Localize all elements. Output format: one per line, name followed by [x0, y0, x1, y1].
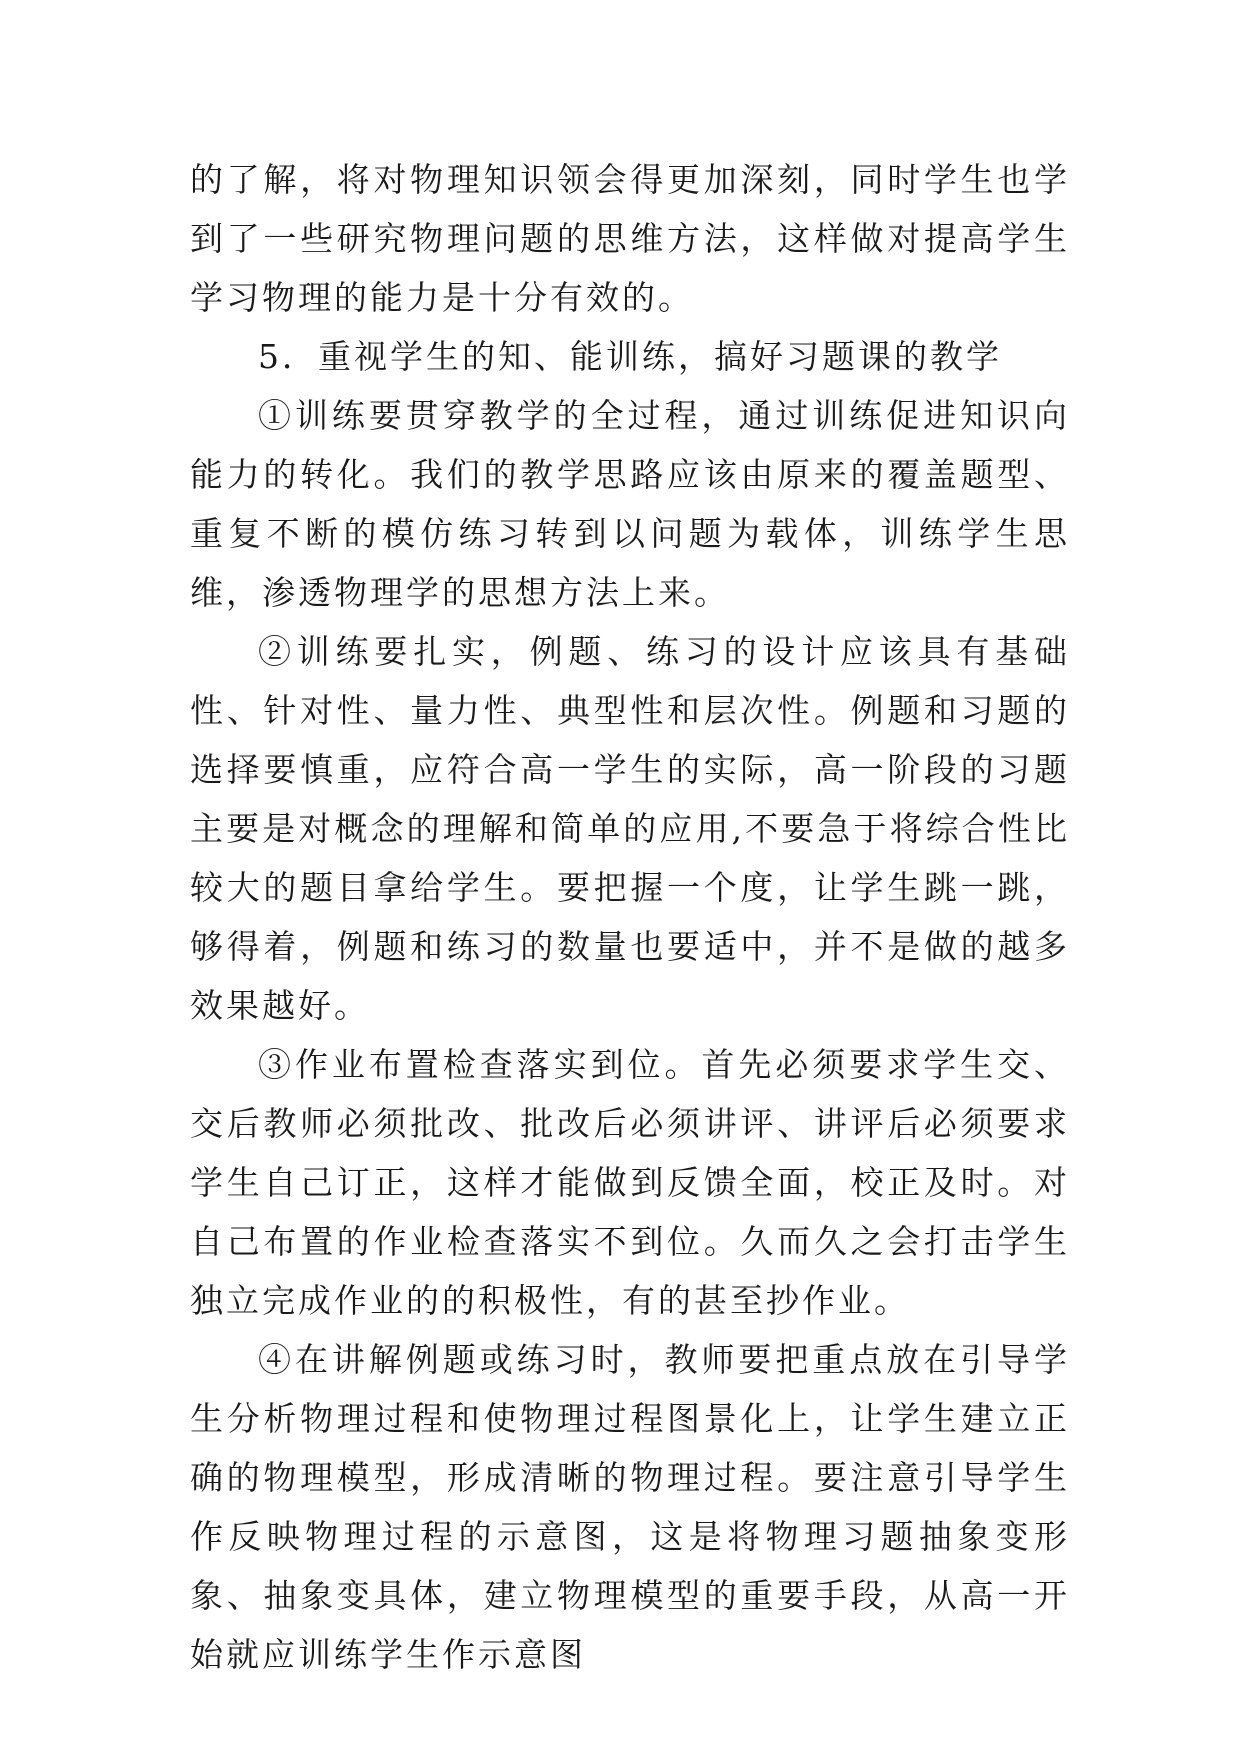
paragraph-item-3: ③作业布置检查落实到位。首先必须要求学生交、交后教师必须批改、批改后必须讲评、讲评后必须要求学生自己订正，这样才能做到反馈全面，校正及时。对自己布置的作业检查落实不到位。久而久之会打击学生独立完成作业的的积极性，有的甚至抄作业。	[190, 1045, 1070, 1320]
paragraph-item-4: ④在讲解例题或练习时，教师要把重点放在引导学生分析物理过程和使物理过程图景化上，让学生建立正确的物理模型，形成清晰的物理过程。要注意引导学生作反映物理过程的示意图，这是将物理习题抽象变形象、抽象变具体，建立物理模型的重要手段，从高一开始就应训练学生作示意图	[190, 1340, 1070, 1674]
paragraph-item-1: ①训练要贯穿教学的全过程，通过训练促进知识向能力的转化。我们的教学思路应该由原来的覆盖题型、重复不断的模仿练习转到以问题为载体，训练学生思维，渗透物理学的思想方法上来。	[190, 396, 1070, 612]
section-heading-5: 5．重视学生的知、能训练，搞好习题课的教学	[258, 337, 1002, 376]
document-body	[190, 150, 1070, 1684]
paragraph-continuation: 的了解，将对物理知识领会得更加深刻，同时学生也学到了一些研究物理问题的思维方法，这样做对提高学生学习物理的能力是十分有效的。	[190, 160, 1070, 317]
paragraph-item-2: ②训练要扎实，例题、练习的设计应该具有基础性、针对性、量力性、典型性和层次性。例题和习题的选择要慎重，应符合高一学生的实际，高一阶段的习题主要是对概念的理解和简单的应用,不要急于将综合性比较大的题目拿给学生。要把握一个度，让学生跳一跳，够得着，例题和练习的数量也要适中，并不是做的越多效果越好。	[190, 632, 1070, 1025]
